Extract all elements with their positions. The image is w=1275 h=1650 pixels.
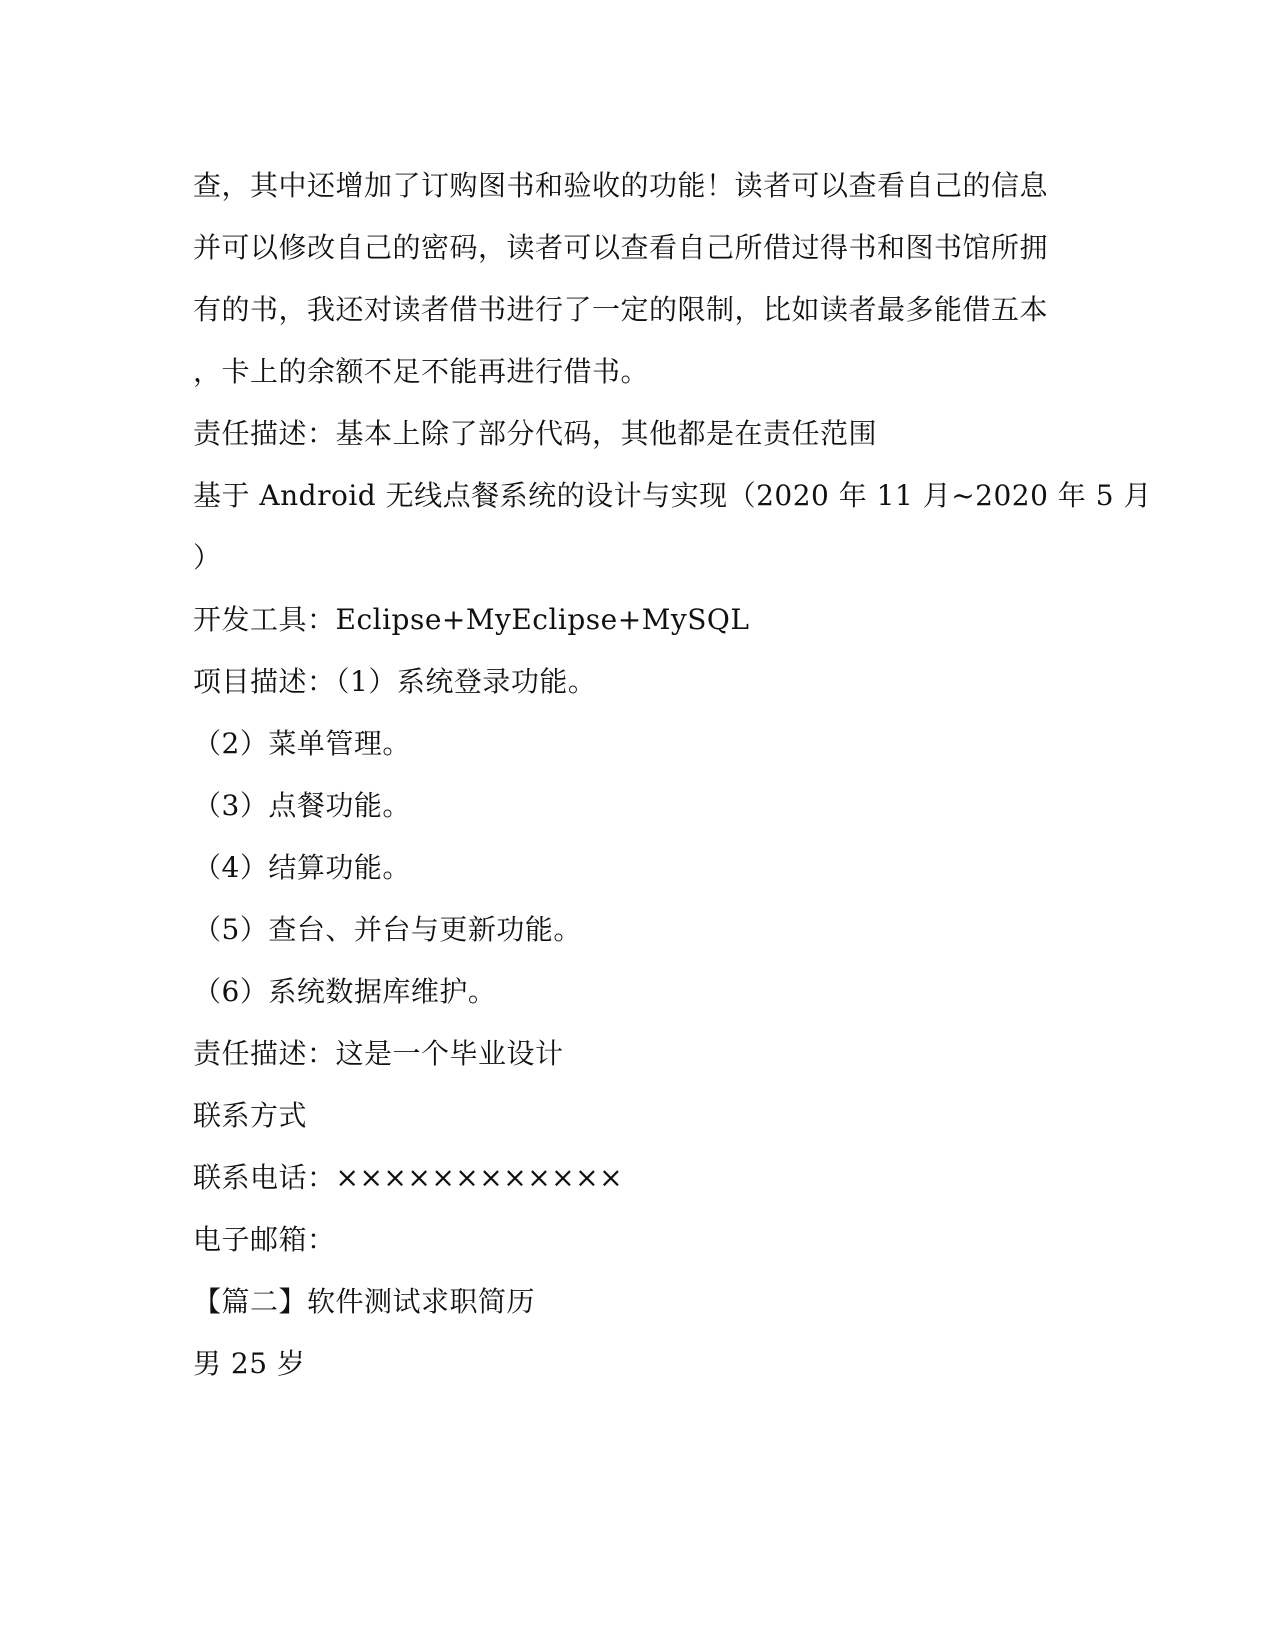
phone-line: 联系电话：×××××××××××× xyxy=(193,1161,624,1194)
section-heading: 联系方式 xyxy=(193,1099,308,1132)
paragraph-line: 查，其中还增加了订购图书和验收的功能！读者可以查看自己的信息 xyxy=(193,169,1049,202)
list-item: （5）查台、并台与更新功能。 xyxy=(193,913,582,946)
responsibility-line: 责任描述：这是一个毕业设计 xyxy=(193,1037,564,1070)
paragraph-line: 并可以修改自己的密码，读者可以查看自己所借过得书和图书馆所拥 xyxy=(193,231,1049,264)
email-line: 电子邮箱： xyxy=(193,1223,336,1256)
paragraph-line: 有的书，我还对读者借书进行了一定的限制，比如读者最多能借五本 xyxy=(193,293,1049,326)
responsibility-line: 责任描述：基本上除了部分代码，其他都是在责任范围 xyxy=(193,417,878,450)
list-item: （4）结算功能。 xyxy=(193,851,411,884)
project-description-line: 项目描述：（1）系统登录功能。 xyxy=(193,665,597,698)
list-item: （3）点餐功能。 xyxy=(193,789,411,822)
list-item: （2）菜单管理。 xyxy=(193,727,411,760)
list-item: （6）系统数据库维护。 xyxy=(193,975,497,1008)
dev-tools-line: 开发工具：Eclipse+MyEclipse+MySQL xyxy=(193,603,750,636)
resume-title: 【篇二】软件测试求职简历 xyxy=(193,1285,536,1318)
project-title-line-end: ） xyxy=(193,541,222,574)
candidate-info-line: 男 25 岁 xyxy=(193,1347,306,1380)
project-title-line: 基于 Android 无线点餐系统的设计与实现（2020 年 11 月~2020 年 5 月 xyxy=(193,479,1152,512)
paragraph-line: ，卡上的余额不足不能再进行借书。 xyxy=(193,355,650,388)
